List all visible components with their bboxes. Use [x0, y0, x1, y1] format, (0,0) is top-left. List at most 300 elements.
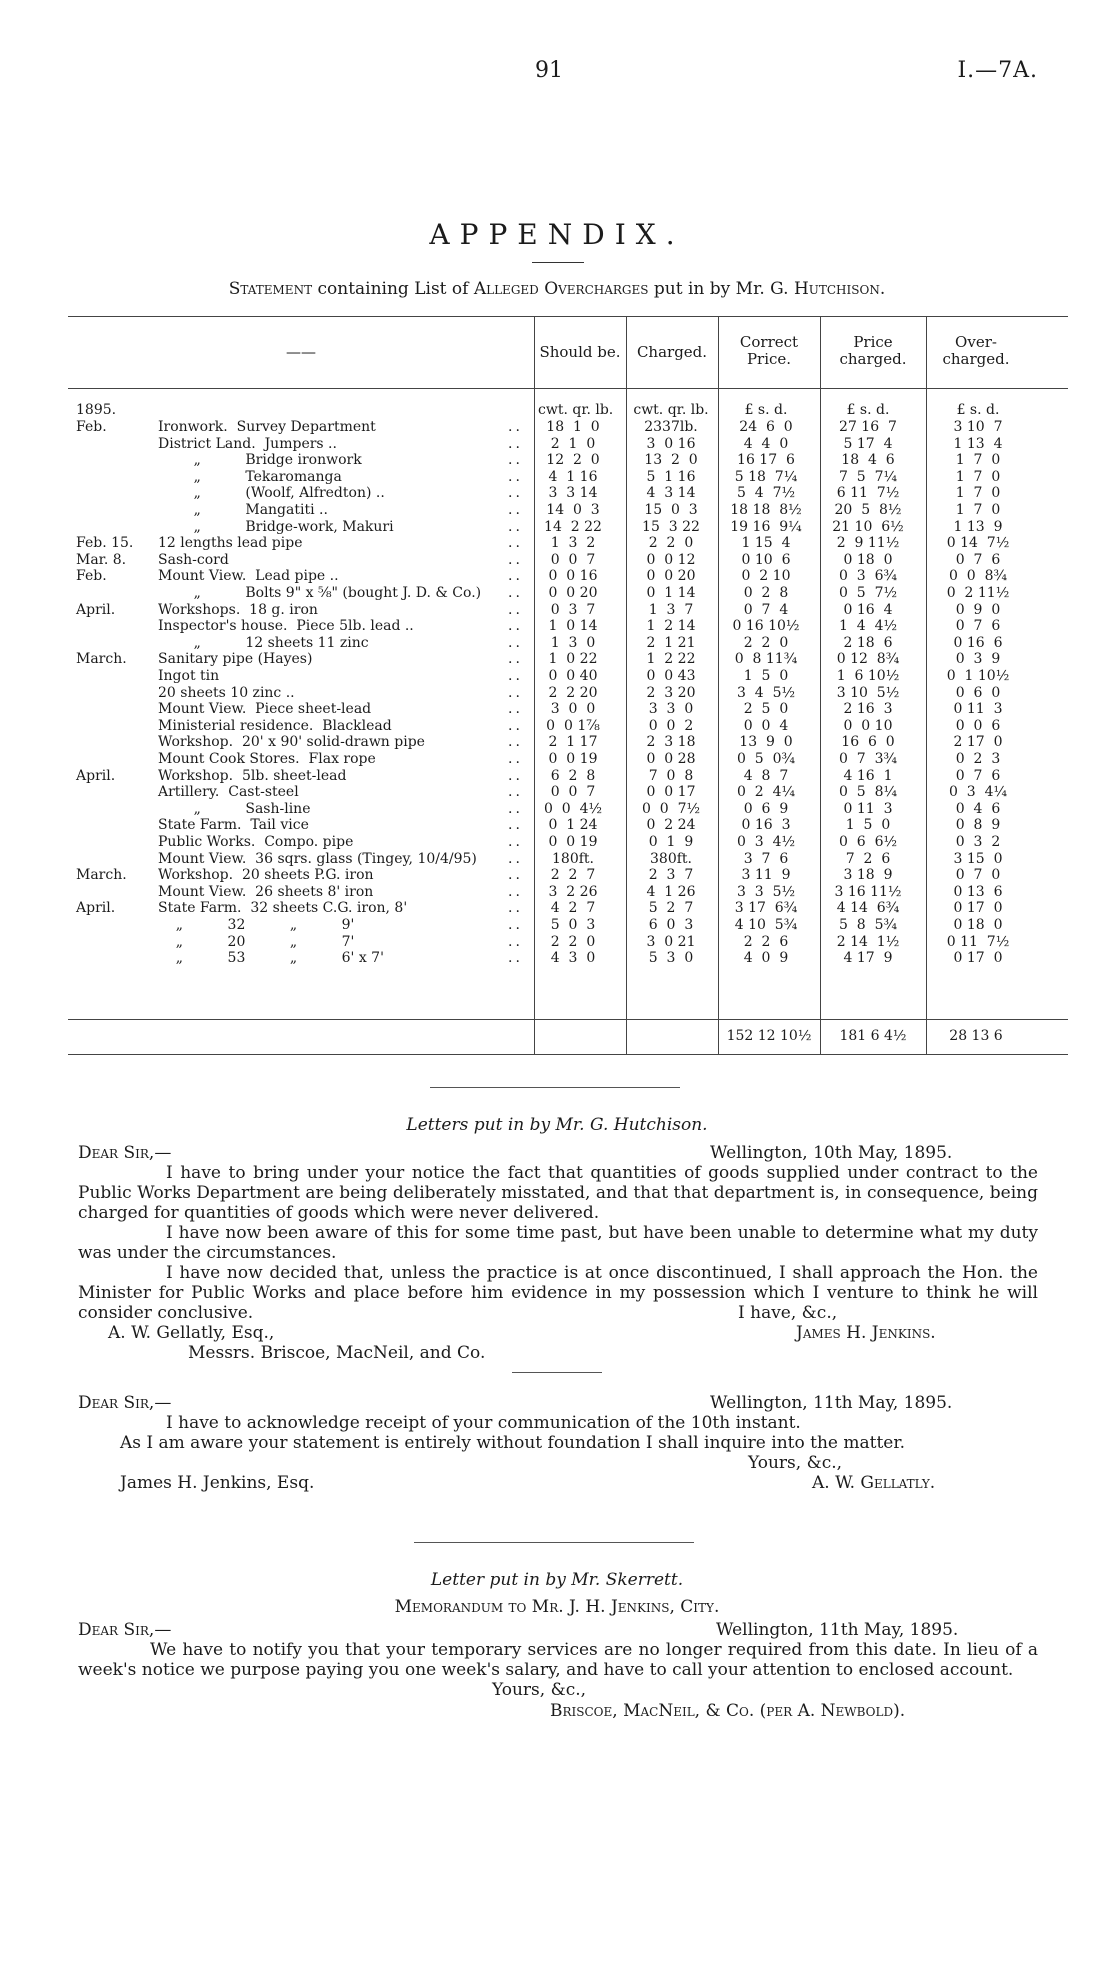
row-should-be: 4 3 0 — [550, 950, 596, 967]
row-charged: 0 0 2 — [648, 717, 694, 734]
row-overcharged: 0 13 6 — [953, 883, 1003, 900]
row-overcharged: 1 7 0 — [955, 485, 1001, 502]
row-charged: 2 3 18 — [646, 734, 696, 751]
row-correct-price: 2 2 0 — [743, 634, 789, 651]
table-row — [68, 602, 1068, 618]
row-charged: 1 2 22 — [646, 651, 696, 668]
letter2-date: Wellington, 11th May, 1895. — [710, 1393, 953, 1413]
row-should-be: 2 2 0 — [550, 933, 596, 950]
row-should-be: 3 3 14 — [548, 485, 598, 502]
row-description: „ (Woolf, Alfredton) .. — [158, 485, 385, 502]
leader-dots: .. — [508, 717, 523, 734]
row-description: Workshops. 18 g. iron — [158, 601, 318, 618]
row-charged: 0 1 14 — [646, 585, 696, 601]
letter1-salutation: Dear Sir,— — [78, 1143, 172, 1163]
header-line: Over- — [955, 333, 997, 351]
row-should-be: 0 0 20 — [548, 585, 598, 601]
row-charged: 7 0 8 — [648, 767, 694, 784]
table-row — [68, 917, 1068, 933]
leader-dots: .. — [508, 468, 523, 485]
row-should-be: 1 3 2 — [550, 535, 596, 552]
row-description: Mount View. Lead pipe .. — [158, 568, 339, 585]
row-price-charged: 1 4 4½ — [838, 618, 898, 635]
row-overcharged: 0 8 9 — [955, 817, 1001, 834]
row-price-charged: 7 5 7¼ — [838, 468, 898, 485]
row-description: 20 sheets 10 zinc .. — [158, 684, 295, 701]
row-charged: 0 0 12 — [646, 551, 696, 568]
row-charged: 2 3 20 — [646, 684, 696, 701]
row-correct-price: 3 11 9 — [741, 867, 791, 884]
row-description: Public Works. Compo. pipe — [158, 834, 354, 850]
table-row — [68, 502, 1068, 518]
row-price-charged: 5 8 5¾ — [838, 917, 898, 933]
leader-dots: .. — [508, 900, 523, 917]
row-should-be: 0 1 24 — [548, 817, 598, 834]
row-should-be: 5 0 3 — [550, 917, 596, 933]
leader-dots: .. — [508, 502, 523, 518]
row-charged: 6 0 3 — [648, 917, 694, 933]
row-price-charged: 6 11 7½ — [836, 485, 900, 502]
row-description: „ Bridge ironwork — [158, 452, 362, 469]
row-overcharged: 0 17 0 — [953, 900, 1003, 917]
row-date: Feb. — [76, 419, 107, 435]
table-row — [68, 469, 1068, 485]
units-row — [68, 402, 1068, 418]
table-rule-top — [68, 316, 1068, 317]
table-row — [68, 436, 1068, 452]
row-overcharged: 0 2 11½ — [946, 585, 1010, 601]
row-price-charged: 0 18 0 — [843, 551, 893, 568]
letter3-closing: Yours, &c., — [486, 1680, 586, 1700]
table-row — [68, 568, 1068, 584]
header-line: Price. — [746, 350, 792, 368]
year-label: 1895. — [76, 402, 117, 418]
row-description: Inspector's house. Piece 5lb. lead .. — [158, 618, 414, 635]
row-overcharged: 0 7 6 — [955, 618, 1001, 635]
leader-dots: .. — [508, 668, 523, 684]
table-row — [68, 867, 1068, 883]
table-row — [68, 784, 1068, 800]
row-correct-price: 4 10 5¾ — [734, 917, 798, 933]
letter2-signature: A. W. Gellatly. — [812, 1473, 936, 1493]
leader-dots: .. — [508, 601, 523, 618]
row-description: District Land. Jumpers .. — [158, 435, 337, 452]
letter3-title: Letter put in by Mr. Skerrett. — [430, 1570, 684, 1590]
page-number: 91 — [535, 58, 563, 83]
row-description: State Farm. Tail vice — [158, 817, 309, 834]
letter2-paragraph: I have to acknowledge receipt of your communication of the 10th instant. — [166, 1413, 801, 1433]
header-line: charged. — [839, 350, 907, 368]
subtitle-part: put in by Mr. G. — [653, 279, 789, 299]
letter1-addressee: A. W. Gellatly, Esq., — [108, 1323, 275, 1343]
row-price-charged: 3 10 5½ — [836, 684, 900, 701]
total-price-charged: 181 6 4½ — [839, 1028, 907, 1044]
table-row — [68, 635, 1068, 651]
leader-dots: .. — [508, 933, 523, 950]
row-overcharged: 1 13 9 — [953, 518, 1003, 535]
letters-title: Letters put in by Mr. G. Hutchison. — [406, 1115, 708, 1135]
row-correct-price: 5 18 7¼ — [734, 468, 798, 485]
leader-dots: .. — [508, 551, 523, 568]
heading-rule — [532, 262, 584, 263]
row-correct-price: 0 3 4½ — [736, 834, 796, 850]
row-correct-price: 0 7 4 — [743, 601, 789, 618]
row-price-charged: 2 9 11½ — [836, 535, 900, 552]
row-description: „ 32 „ 9' — [158, 917, 355, 933]
row-price-charged: 0 6 6½ — [838, 834, 898, 850]
row-should-be: 2 2 7 — [550, 867, 596, 884]
row-charged: 2 2 0 — [648, 535, 694, 552]
row-correct-price: 3 17 6¾ — [734, 900, 798, 917]
row-should-be: 0 0 19 — [548, 834, 598, 850]
table-row — [68, 834, 1068, 850]
header-correct-price — [718, 334, 820, 368]
letter2-salutation: Dear Sir,— — [78, 1393, 172, 1413]
row-price-charged: 0 16 4 — [843, 601, 893, 618]
row-should-be: 6 2 8 — [550, 767, 596, 784]
leader-dots: .. — [508, 634, 523, 651]
table-row — [68, 701, 1068, 717]
header-line: Correct — [739, 333, 799, 351]
row-should-be: 18 1 0 — [546, 419, 600, 435]
row-overcharged: 0 11 3 — [953, 701, 1003, 718]
row-price-charged: 18 4 6 — [841, 452, 895, 469]
row-correct-price: 0 16 10½ — [732, 618, 800, 635]
row-overcharged: 1 7 0 — [955, 468, 1001, 485]
units-price: £ s. d. — [846, 402, 890, 418]
row-correct-price: 0 10 6 — [741, 551, 791, 568]
letter2-paragraph: As I am aware your statement is entirely without foundation I shall inquire into the matter. — [120, 1433, 906, 1453]
table-rule-totals — [68, 1019, 1068, 1020]
header-line: Price — [853, 333, 893, 351]
leader-dots: .. — [508, 950, 523, 967]
row-price-charged: 1 5 0 — [845, 817, 891, 834]
row-should-be: 4 2 7 — [550, 900, 596, 917]
row-price-charged: 4 16 1 — [843, 767, 893, 784]
row-description: „ 20 „ 7' — [158, 933, 355, 950]
row-overcharged: 0 18 0 — [953, 917, 1003, 933]
row-overcharged: 0 14 7½ — [946, 535, 1010, 552]
row-price-charged: 4 17 9 — [843, 950, 893, 967]
row-charged: 3 3 0 — [648, 701, 694, 718]
row-correct-price: 2 5 0 — [743, 701, 789, 718]
table-row — [68, 934, 1068, 950]
row-price-charged: 21 10 6½ — [832, 518, 904, 535]
row-overcharged: 0 7 6 — [955, 551, 1001, 568]
units-should: cwt. qr. lb. — [538, 402, 614, 418]
row-should-be: 0 0 40 — [548, 668, 598, 684]
row-should-be: 3 2 26 — [548, 883, 598, 900]
leader-dots: .. — [508, 767, 523, 784]
row-description: „ Bridge-work, Makuri — [158, 518, 394, 535]
row-charged: 4 1 26 — [646, 883, 696, 900]
row-overcharged: 0 16 6 — [953, 634, 1003, 651]
table-row — [68, 801, 1068, 817]
leader-dots: .. — [508, 883, 523, 900]
row-should-be: 1 0 14 — [548, 618, 598, 635]
letter1-paragraph: I have now been aware of this for some time past, but have been unable to determine what my duty was under the circumstances. — [78, 1223, 1038, 1263]
row-overcharged: 0 0 8¾ — [948, 568, 1008, 585]
row-charged: 0 0 7½ — [641, 800, 701, 817]
leader-dots: .. — [508, 618, 523, 635]
table-row — [68, 718, 1068, 734]
row-should-be: 2 1 17 — [548, 734, 598, 751]
row-correct-price: 4 0 9 — [743, 950, 789, 967]
row-price-charged: 2 16 3 — [843, 701, 893, 718]
row-description: Ironwork. Survey Department — [158, 419, 376, 435]
table-row — [68, 851, 1068, 867]
row-price-charged: 3 16 11½ — [834, 883, 902, 900]
row-charged: 2337lb. — [644, 419, 698, 435]
row-correct-price: 13 9 0 — [739, 734, 793, 751]
table-row — [68, 485, 1068, 501]
row-charged: 5 1 16 — [646, 468, 696, 485]
row-correct-price: 0 5 0¾ — [736, 751, 796, 767]
row-correct-price: 4 4 0 — [743, 435, 789, 452]
row-should-be: 180ft. — [552, 850, 594, 867]
row-correct-price: 18 18 8½ — [730, 502, 802, 518]
row-price-charged: 2 14 1½ — [836, 933, 900, 950]
row-price-charged: 0 3 6¾ — [838, 568, 898, 585]
leader-dots: .. — [508, 817, 523, 834]
row-description: „ Bolts 9" x ⅝" (bought J. D. & Co.) — [158, 585, 482, 601]
row-description: „ Sash-line — [158, 800, 311, 817]
table-row — [68, 452, 1068, 468]
letter3-salutation: Dear Sir,— — [78, 1620, 172, 1640]
letter3-date: Wellington, 11th May, 1895. — [716, 1620, 959, 1640]
row-charged: 13 2 0 — [644, 452, 698, 469]
row-correct-price: 0 2 4¼ — [736, 784, 796, 801]
leader-dots: .. — [508, 485, 523, 502]
row-description: Sash-cord — [158, 551, 229, 568]
row-correct-price: 0 2 8 — [743, 585, 789, 601]
row-description: „ 53 „ 6' x 7' — [158, 950, 384, 967]
row-correct-price: 3 4 5½ — [736, 684, 796, 701]
section-divider — [512, 1372, 602, 1373]
total-overcharged: 28 13 6 — [949, 1028, 1003, 1044]
row-overcharged: 0 4 6 — [955, 800, 1001, 817]
row-charged: 0 0 28 — [646, 751, 696, 767]
leader-dots: .. — [508, 535, 523, 552]
row-description: Sanitary pipe (Hayes) — [158, 651, 313, 668]
table-row — [68, 585, 1068, 601]
header-price-charged — [820, 334, 926, 368]
row-correct-price: 16 17 6 — [737, 452, 795, 469]
leader-dots: .. — [508, 518, 523, 535]
subtitle-part: Statement — [228, 279, 313, 299]
row-should-be: 2 2 20 — [548, 684, 598, 701]
table-row — [68, 519, 1068, 535]
row-overcharged: 0 17 0 — [953, 950, 1003, 967]
letter3-memo: Memorandum to Mr. J. H. Jenkins, City. — [394, 1597, 720, 1617]
letter3-paragraph: We have to notify you that your temporary services are no longer required from this date. In lieu of a week's notice we purpose paying you one week's salary, and have to call your attention to enclosed account. — [78, 1640, 1038, 1680]
row-description: „ 12 sheets 11 zinc — [158, 634, 369, 651]
table-rule-bottom — [68, 1054, 1068, 1055]
header-line: charged. — [942, 350, 1010, 368]
row-description: Workshop. 20' x 90' solid-drawn pipe — [158, 734, 425, 751]
row-charged: 0 0 17 — [646, 784, 696, 801]
row-overcharged: 0 3 2 — [955, 834, 1001, 850]
table-row — [68, 950, 1068, 966]
row-description: „ Tekaromanga — [158, 468, 342, 485]
letter2-addressee: James H. Jenkins, Esq. — [120, 1473, 315, 1493]
letter1-paragraph: I have now decided that, unless the practice is at once discontinued, I shall approach the Hon. the Minister for Public Works and place before him evidence in my possession which I venture to think he will consider conclusive. — [78, 1263, 1038, 1323]
row-charged: 1 3 7 — [648, 601, 694, 618]
table-row — [68, 685, 1068, 701]
overcharges-table — [68, 316, 1068, 1086]
row-description: Ministerial residence. Blacklead — [158, 717, 392, 734]
row-description: Mount View. 26 sheets 8' iron — [158, 883, 374, 900]
row-correct-price: 0 8 11¾ — [734, 651, 798, 668]
row-correct-price: 24 6 0 — [739, 419, 793, 435]
row-price-charged: 0 5 7½ — [838, 585, 898, 601]
row-charged: 2 3 7 — [648, 867, 694, 884]
row-should-be: 3 0 0 — [550, 701, 596, 718]
table-row — [68, 668, 1068, 684]
row-date: March. — [76, 651, 127, 668]
row-charged: 3 0 16 — [646, 435, 696, 452]
row-date: April. — [76, 900, 116, 917]
letter1-closing: I have, &c., — [732, 1303, 837, 1323]
row-description: Workshop. 20 sheets P.G. iron — [158, 867, 374, 884]
table-row — [68, 734, 1068, 750]
row-price-charged: 3 18 9 — [843, 867, 893, 884]
row-should-be: 0 0 16 — [548, 568, 598, 585]
leader-dots: .. — [508, 917, 523, 933]
row-date: Mar. 8. — [76, 551, 127, 568]
table-row — [68, 651, 1068, 667]
row-overcharged: 0 3 4¼ — [948, 784, 1008, 801]
row-should-be: 12 2 0 — [546, 452, 600, 469]
row-correct-price: 3 3 5½ — [736, 883, 796, 900]
row-overcharged: 3 15 0 — [953, 850, 1003, 867]
leader-dots: .. — [508, 834, 523, 850]
table-row — [68, 618, 1068, 634]
statement-title — [0, 279, 1114, 299]
row-overcharged: 0 0 6 — [955, 717, 1001, 734]
leader-dots: .. — [508, 568, 523, 585]
row-correct-price: 5 4 7½ — [736, 485, 796, 502]
row-description: Artillery. Cast-steel — [158, 784, 299, 801]
total-correct-price: 152 12 10½ — [726, 1028, 812, 1044]
row-price-charged: 27 16 7 — [839, 419, 897, 435]
table-row — [68, 900, 1068, 916]
row-price-charged: 20 5 8½ — [834, 502, 902, 518]
header-should-be: Should be. — [539, 343, 621, 361]
row-date: Feb. — [76, 568, 107, 585]
table-row — [68, 768, 1068, 784]
leader-dots: .. — [508, 734, 523, 751]
row-correct-price: 1 15 4 — [741, 535, 791, 552]
leader-dots: .. — [508, 800, 523, 817]
row-charged: 1 2 14 — [646, 618, 696, 635]
row-description: Mount View. 36 sqrs. glass (Tingey, 10/4/95) — [158, 850, 477, 867]
row-overcharged: 0 2 3 — [955, 751, 1001, 767]
section-divider — [414, 1542, 694, 1543]
row-price-charged: 2 18 6 — [843, 634, 893, 651]
row-correct-price: 0 0 4 — [743, 717, 789, 734]
row-overcharged: 0 9 0 — [955, 601, 1001, 618]
section-divider — [430, 1087, 680, 1088]
leader-dots: .. — [508, 452, 523, 469]
row-overcharged: 0 11 7½ — [946, 933, 1010, 950]
row-price-charged: 5 17 4 — [843, 435, 893, 452]
units-over: £ s. d. — [956, 402, 1000, 418]
leader-dots: .. — [508, 435, 523, 452]
subtitle-part: Alleged Overcharges — [473, 279, 649, 299]
row-description: Workshop. 5lb. sheet-lead — [158, 767, 347, 784]
row-correct-price: 4 8 7 — [743, 767, 789, 784]
row-date: April. — [76, 767, 116, 784]
row-charged: 5 3 0 — [648, 950, 694, 967]
row-price-charged: 0 5 8¼ — [838, 784, 898, 801]
row-should-be: 0 0 19 — [548, 751, 598, 767]
row-description: „ Mangatiti .. — [158, 502, 328, 518]
row-price-charged: 16 6 0 — [841, 734, 895, 751]
leader-dots: .. — [508, 701, 523, 718]
row-correct-price: 1 5 0 — [743, 668, 789, 684]
row-charged: 3 0 21 — [646, 933, 696, 950]
row-price-charged: 4 14 6¾ — [836, 900, 900, 917]
row-description: Ingot tin — [158, 668, 220, 684]
row-charged: 0 1 9 — [648, 834, 694, 850]
row-overcharged: 0 3 9 — [955, 651, 1001, 668]
row-price-charged: 0 12 8¾ — [836, 651, 900, 668]
table-row — [68, 552, 1068, 568]
row-charged: 15 0 3 — [644, 502, 698, 518]
row-charged: 0 2 24 — [646, 817, 696, 834]
leader-dots: .. — [508, 850, 523, 867]
table-row — [68, 817, 1068, 833]
row-should-be: 0 0 1⅞ — [546, 717, 600, 734]
row-price-charged: 0 0 10 — [843, 717, 893, 734]
appendix-heading: APPENDIX. — [429, 218, 685, 251]
row-charged: 0 0 20 — [646, 568, 696, 585]
row-should-be: 14 2 22 — [544, 518, 602, 535]
units-correct: £ s. d. — [744, 402, 788, 418]
row-date: Feb. 15. — [76, 535, 134, 552]
row-correct-price: 0 2 10 — [741, 568, 791, 585]
row-correct-price: 0 6 9 — [743, 800, 789, 817]
row-overcharged: 2 17 0 — [953, 734, 1003, 751]
row-correct-price: 2 2 6 — [743, 933, 789, 950]
letter1-addressee: Messrs. Briscoe, MacNeil, and Co. — [188, 1343, 486, 1363]
row-overcharged: 1 13 4 — [953, 435, 1003, 452]
row-description: Mount Cook Stores. Flax rope — [158, 751, 376, 767]
header-overcharged — [926, 334, 1026, 368]
leader-dots: .. — [508, 784, 523, 801]
table-row — [68, 419, 1068, 435]
row-charged: 15 3 22 — [642, 518, 700, 535]
leader-dots: .. — [508, 684, 523, 701]
units-charged: cwt. qr. lb. — [633, 402, 709, 418]
row-overcharged: 0 7 6 — [955, 767, 1001, 784]
row-description: State Farm. 32 sheets C.G. iron, 8' — [158, 900, 408, 917]
row-correct-price: 3 7 6 — [743, 850, 789, 867]
row-should-be: 2 1 0 — [550, 435, 596, 452]
leader-dots: .. — [508, 651, 523, 668]
row-description: 12 lengths lead pipe — [158, 535, 303, 552]
row-price-charged: 1 6 10½ — [836, 668, 900, 684]
row-price-charged: 0 7 3¾ — [838, 751, 898, 767]
row-should-be: 0 0 7 — [550, 551, 596, 568]
subtitle-part: Hutchison. — [793, 279, 886, 299]
row-overcharged: 1 7 0 — [955, 502, 1001, 518]
row-charged: 0 0 43 — [646, 668, 696, 684]
row-charged: 2 1 21 — [646, 634, 696, 651]
row-overcharged: 0 6 0 — [955, 684, 1001, 701]
leader-dots: .. — [508, 867, 523, 884]
